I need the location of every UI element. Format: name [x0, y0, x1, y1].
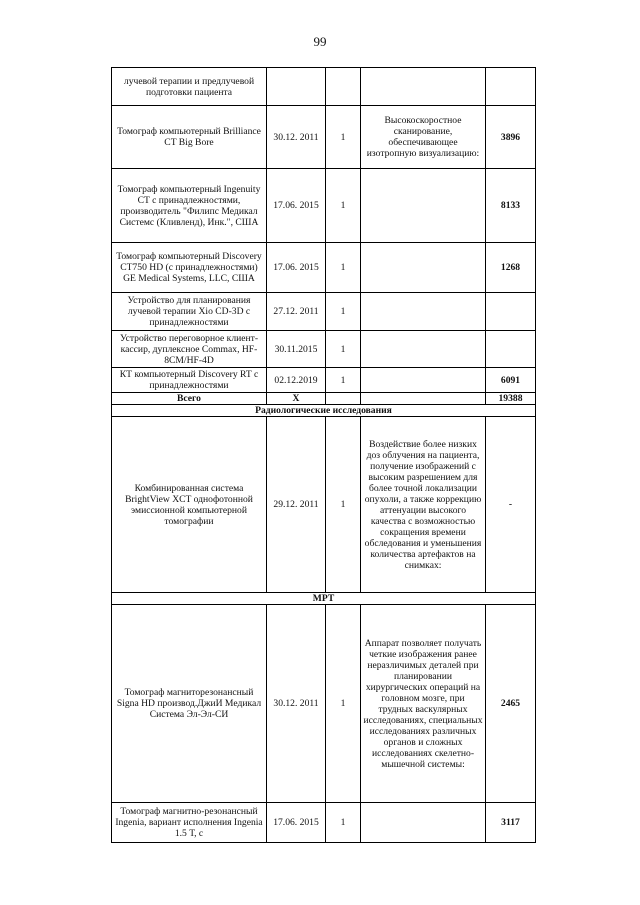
equipment-name: Комбинированная система BrightView XCT однофотонной эмиссионной компьютерной томографии	[112, 417, 267, 593]
section-row	[112, 593, 536, 605]
total-label: Всего	[112, 393, 267, 405]
equipment-name: Устройство переговорное клиент-кассир, дуплексное Commax, HF-8CM/HF-4D	[112, 331, 267, 368]
equipment-name: КТ компьютерный Discovery RT с принадлежностями	[112, 368, 267, 393]
value: 8133	[486, 169, 536, 243]
total-value: 19388	[486, 393, 536, 405]
purpose: Высокоскоростное сканирование, обеспечивающее изотропную визуализацию:	[361, 106, 486, 169]
total-mark: Х	[267, 393, 326, 405]
equipment-name: лучевой терапии и предлучевой подготовки пациента	[112, 68, 267, 106]
value	[486, 68, 536, 106]
value: 3896	[486, 106, 536, 169]
equipment-name: Томограф компьютерный Discovery CT750 HD (с принадлежностями) GE Medical Systems, LLC, США	[112, 243, 267, 293]
equipment-table	[111, 67, 536, 843]
acquisition-date: 27.12. 2011	[267, 293, 326, 331]
purpose: Воздействие более низких доз облучения на пациента, получение изображений с высоким разрешением для более точной локализации опухоли, а также коррекцию аттенуации высокого качества с возможностью сокращения времени обследования и уменьшения количества артефактов на снимках:	[361, 417, 486, 593]
value: 2465	[486, 605, 536, 803]
acquisition-date: 17.06. 2015	[267, 169, 326, 243]
quantity: 1	[326, 293, 361, 331]
total-empty	[361, 393, 486, 405]
quantity: 1	[326, 417, 361, 593]
table-row	[112, 331, 536, 368]
table-row	[112, 417, 536, 593]
table-row	[112, 605, 536, 803]
table-row	[112, 243, 536, 293]
page-number: 99	[313, 34, 327, 49]
purpose	[361, 293, 486, 331]
section-row	[112, 405, 536, 417]
equipment-name: Томограф магнитно-резонансный Ingenia, вариант исполнения Ingenia 1.5 Т, с	[112, 803, 267, 843]
purpose: Аппарат позволяет получать четкие изображения ранее неразличимых деталей при планировании хирургических операций на головном мозге, при трудных васкулярных исследованиях, специальных исследованиях различных органов и сложных исследованиях скелетно-мышечной системы:	[361, 605, 486, 803]
equipment-name: Устройство для планирования лучевой терапии Xio CD-3D с принадлежностями	[112, 293, 267, 331]
table-row	[112, 68, 536, 106]
table-row	[112, 368, 536, 393]
quantity: 1	[326, 243, 361, 293]
total-row	[112, 393, 536, 405]
quantity: 1	[326, 331, 361, 368]
quantity: 1	[326, 169, 361, 243]
table-row	[112, 293, 536, 331]
acquisition-date: 17.06. 2015	[267, 243, 326, 293]
quantity: 1	[326, 803, 361, 843]
value: 3117	[486, 803, 536, 843]
quantity: 1	[326, 605, 361, 803]
value: 1268	[486, 243, 536, 293]
purpose	[361, 169, 486, 243]
acquisition-date	[267, 68, 326, 106]
value	[486, 293, 536, 331]
acquisition-date: 30.12. 2011	[267, 106, 326, 169]
acquisition-date: 29.12. 2011	[267, 417, 326, 593]
value	[486, 331, 536, 368]
total-empty	[326, 393, 361, 405]
table-row	[112, 169, 536, 243]
purpose	[361, 331, 486, 368]
table-row	[112, 803, 536, 843]
purpose	[361, 803, 486, 843]
purpose	[361, 368, 486, 393]
value: -	[486, 417, 536, 593]
equipment-name: Томограф компьютерный Ingenuity CT с принадлежностями, производитель "Филипс Медикал Системс (Кливленд), Инк.", США	[112, 169, 267, 243]
table-row	[112, 106, 536, 169]
quantity	[326, 68, 361, 106]
acquisition-date: 30.11.2015	[267, 331, 326, 368]
purpose	[361, 243, 486, 293]
purpose	[361, 68, 486, 106]
equipment-name: Томограф магниторезонансный Signa HD производ.ДжиИ Медикал Система Эл-Эл-СИ	[112, 605, 267, 803]
quantity: 1	[326, 106, 361, 169]
acquisition-date: 17.06. 2015	[267, 803, 326, 843]
value: 6091	[486, 368, 536, 393]
section-title-radiology: Радиологические исследования	[112, 405, 536, 417]
quantity: 1	[326, 368, 361, 393]
acquisition-date: 30.12. 2011	[267, 605, 326, 803]
equipment-name: Томограф компьютерный Brilliance CT Big Bore	[112, 106, 267, 169]
section-title-mrt: МРТ	[112, 593, 536, 605]
acquisition-date: 02.12.2019	[267, 368, 326, 393]
